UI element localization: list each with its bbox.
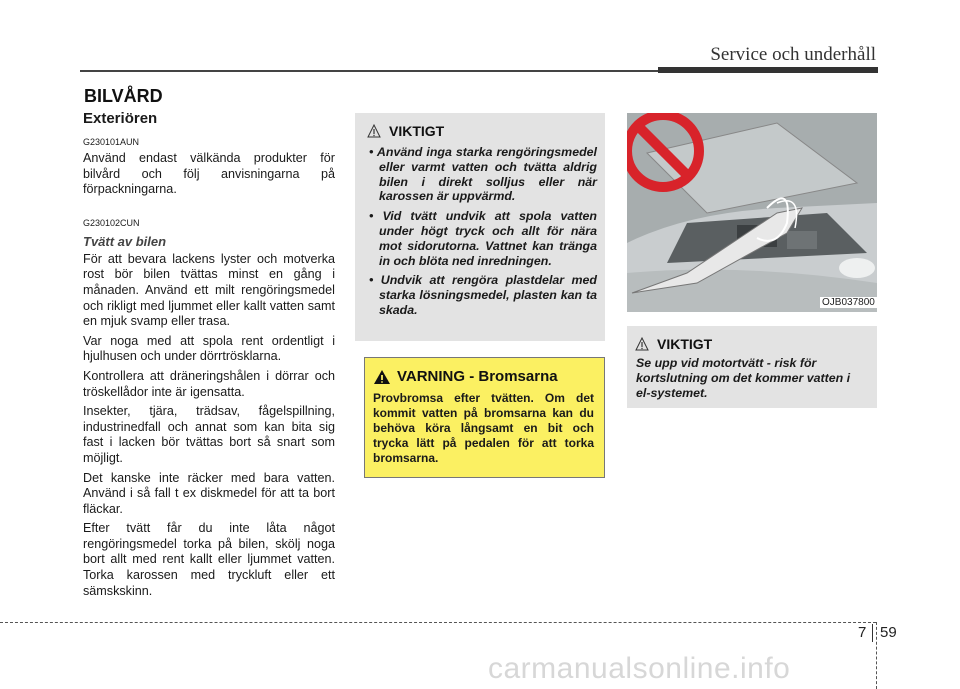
reference-code: G230102CUN bbox=[83, 217, 140, 228]
prohibition-sign-icon bbox=[627, 113, 707, 195]
caution-box bbox=[627, 326, 877, 408]
paragraph: Det kanske inte räcker med bara vatten. Använd i så fall t ex diskmedel för att ta bort fläckar. bbox=[83, 470, 335, 516]
section-title: BILVÅRD bbox=[84, 86, 163, 106]
page-number: 59 bbox=[880, 624, 897, 641]
chapter-number: 7 bbox=[858, 624, 867, 641]
caution-triangle-icon bbox=[367, 124, 381, 138]
caution-box bbox=[355, 113, 605, 341]
exterior-column bbox=[83, 110, 335, 603]
caution-title: VIKTIGT bbox=[389, 123, 445, 139]
paragraph: Var noga med att spola rent ordentligt i hjulhusen och under dörrtrösklarna. bbox=[83, 333, 335, 364]
caution-title: VIKTIGT bbox=[657, 336, 713, 352]
warning-triangle-icon bbox=[373, 369, 391, 385]
engine-wash-illustration bbox=[627, 113, 877, 312]
watermark: carmanualsonline.info bbox=[488, 652, 791, 685]
running-header: Service och underhåll bbox=[710, 44, 876, 65]
header-bar bbox=[658, 67, 878, 73]
page-number-divider bbox=[872, 624, 873, 642]
figure-code: OJB037800 bbox=[822, 297, 875, 308]
paragraph: Insekter, tjära, trädsav, fågelspillning, industrinedfall och annat som kan bita sig fast i lacken bör tvättas bort så snart som möjligt. bbox=[83, 404, 335, 465]
footer-rule bbox=[0, 622, 876, 623]
paragraph: Kontrollera att dräneringshålen i dörrar och tröskellådor inte är igensatta. bbox=[83, 368, 335, 399]
washing-subheading: Tvätt av bilen bbox=[83, 233, 167, 249]
paragraph: Använd endast välkända produkter för bilvård och följ anvisningarna på förpackningarna. bbox=[83, 151, 335, 197]
caution-item: • Använd inga starka rengöringsmedel eller varmt vatten och tvätta aldrig bilen i direkt solljus eller när karossen är uppvärmd. bbox=[369, 145, 597, 204]
caution-item: • Vid tvätt undvik att spola vatten under högt tryck och allt för nära mot sidorutorna. Vattnet kan tränga in och blöta ned inredningen. bbox=[369, 209, 597, 268]
caution-body: Se upp vid motortvätt - risk för kortslutning om det kommer vatten i el-systemet. bbox=[636, 356, 851, 400]
footer-vertical-rule bbox=[876, 622, 877, 689]
paragraph: Efter tvätt får du inte låta något rengöringsmedel torka på bilen, skölj noga bort allt med rent kallt eller ljummet vatten. Torka karossen med tryckluft eller ett sämskskinn. bbox=[83, 521, 335, 598]
paragraph: För att bevara lackens lyster och motverka rost bör bilen tvättas minst en gång i månaden. Använd ett milt rengöringsmedel och rikligt med ljummet eller kallt vatten samt en mjuk svamp eller trasa. bbox=[83, 251, 335, 329]
warning-title: VARNING - Bromsarna bbox=[397, 368, 558, 385]
header-rule bbox=[80, 70, 658, 72]
warning-box bbox=[364, 357, 605, 478]
exterior-heading: Exteriören bbox=[83, 110, 158, 127]
caution-triangle-icon bbox=[635, 337, 649, 351]
reference-code: G230101AUN bbox=[83, 137, 140, 147]
caution-item: • Undvik att rengöra plastdelar med starka lösningsmedel, plasten kan ta skada. bbox=[369, 273, 597, 317]
warning-body: Provbromsa efter tvätten. Om det kommit vatten på bromsarna kan du behöva köra långsamt en bit och trycka lätt på pedalen för att torka bromsarna. bbox=[373, 391, 594, 465]
